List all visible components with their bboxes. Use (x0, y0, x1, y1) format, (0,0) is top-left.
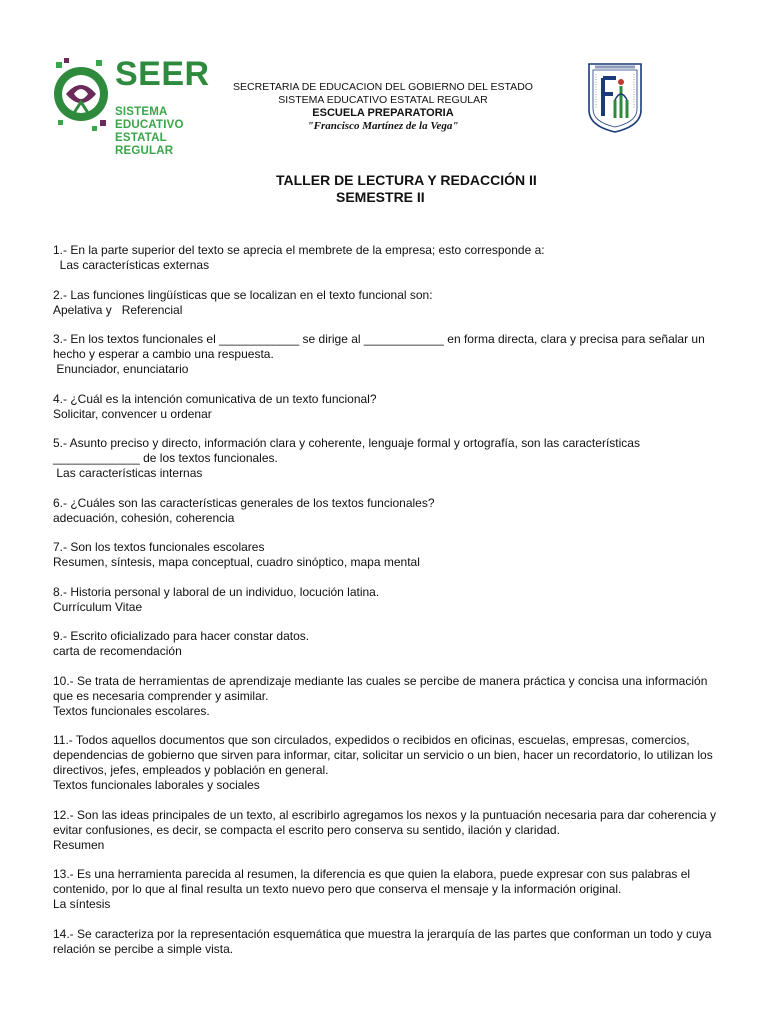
question-item (53, 927, 721, 957)
question-item (53, 808, 721, 853)
school-crest-icon (586, 60, 644, 134)
question-text: 14.- Se caracteriza por la representación esquemática que muestra la jerarquía de las partes que conforman un todo y cuya relación se percibe a simple vista. (53, 926, 715, 956)
question-item (53, 288, 721, 318)
question-text: 13.- Es una herramienta parecida al resumen, la diferencia es que quien la elabora, puede expresar con sus palabras el contenido, por lo que al final resulta un texto nuevo pero que conserva el mensaje y la información original. (53, 867, 694, 896)
seer-subtitle (115, 106, 220, 158)
header-line-sistema: SISTEMA EDUCATIVO ESTATAL REGULAR (278, 94, 488, 106)
answer-text: Textos funcionales laborales y sociales (53, 778, 260, 792)
answer-text: adecuación, cohesión, coherencia (53, 510, 235, 525)
question-item (53, 733, 721, 793)
answer-text: Currículum Vitae (53, 599, 143, 614)
question-item (53, 540, 721, 570)
question-text: 5.- Asunto preciso y directo, información clara y coherente, lenguaje formal y ortografía, son las características _____________ de los textos funcionales. (53, 436, 644, 465)
answer-text: La síntesis (53, 897, 111, 911)
school-crest-logo (586, 60, 644, 134)
question-text: 9.- Escrito oficializado para hacer constar datos. (53, 629, 310, 643)
header-line-escuela: ESCUELA PREPARATORIA (312, 107, 454, 119)
answer-text: Textos funcionales escolares. (53, 703, 210, 718)
question-text: 1.- En la parte superior del texto se aprecia el membrete de la empresa; esto corresponde a: (53, 243, 545, 257)
header-line-secretaria: SECRETARIA DE EDUCACION DEL GOBIERNO DEL ESTADO (233, 81, 533, 93)
seer-logo (52, 54, 220, 157)
question-text: 2.- Las funciones lingüísticas que se localizan en el texto funcional son: (53, 287, 433, 302)
answer-text: Enunciador, enunciatario (53, 362, 189, 376)
question-item (53, 436, 721, 481)
questionnaire (53, 243, 721, 971)
seer-wordmark: SEER (115, 55, 210, 93)
question-item (53, 674, 721, 719)
question-text: 7.- Son los textos funcionales escolares (53, 540, 265, 554)
institution-header (218, 81, 548, 133)
question-text: 8.- Historia personal y laboral de un individuo, locución latina. (53, 584, 380, 599)
question-item (53, 629, 721, 659)
title-semester: SEMESTRE II (336, 189, 425, 205)
answer-text: Las características externas (53, 258, 210, 272)
seer-emblem-icon (52, 54, 110, 134)
question-text: 10.- Se trata de herramientas de aprendizaje mediante las cuales se percibe de manera práctica y concisa una información que es necesaria comprender y asimilar. (53, 673, 711, 703)
question-item (53, 585, 721, 615)
question-item (53, 867, 721, 912)
question-item (53, 496, 721, 526)
question-text: 11.- Todos aquellos documentos que son circulados, expedidos o recibidos en oficinas, escuelas, empresas, comercios, dependencias de gobierno que sirven para informar, citar, solicitar un servicio o un bien, hacer un recordatorio, lo utilizan los directivos, jefes, empleados y población en general. (53, 733, 717, 777)
answer-text: Apelativa y Referencial (53, 302, 183, 317)
question-text: 6.- ¿Cuáles son las características generales de los textos funcionales? (53, 495, 435, 510)
answer-text: Las características internas (53, 466, 203, 480)
title-course: TALLER DE LECTURA Y REDACCIÓN II (276, 172, 537, 188)
question-item (53, 332, 721, 377)
answer-text: Solicitar, convencer u ordenar (53, 406, 212, 421)
question-item (53, 243, 721, 273)
answer-text: carta de recomendación (53, 644, 182, 658)
question-text: 4.- ¿Cuál es la intención comunicativa de un texto funcional? (53, 391, 377, 406)
question-text: 3.- En los textos funcionales el ____________ se dirige al ____________ en forma directa, clara y precisa para señalar un hecho y esperar a cambio una respuesta. (53, 332, 709, 361)
question-item (53, 392, 721, 422)
answer-text: Resumen (53, 837, 105, 852)
header-line-school-name: "Francisco Martínez de la Vega" (307, 120, 459, 132)
question-text: 12.- Son las ideas principales de un texto, al escribirlo agregamos los nexos y la puntuación necesaria para dar coherencia y evitar confusiones, es decir, se compacta el escrito pero conserva su sentido, ilación y claridad. (53, 807, 720, 837)
seer-subtitle-line2: ESTATAL REGULAR (115, 132, 174, 157)
seer-subtitle-line1: SISTEMA EDUCATIVO (115, 106, 184, 131)
answer-text: Resumen, síntesis, mapa conceptual, cuadro sinóptico, mapa mental (53, 555, 420, 569)
